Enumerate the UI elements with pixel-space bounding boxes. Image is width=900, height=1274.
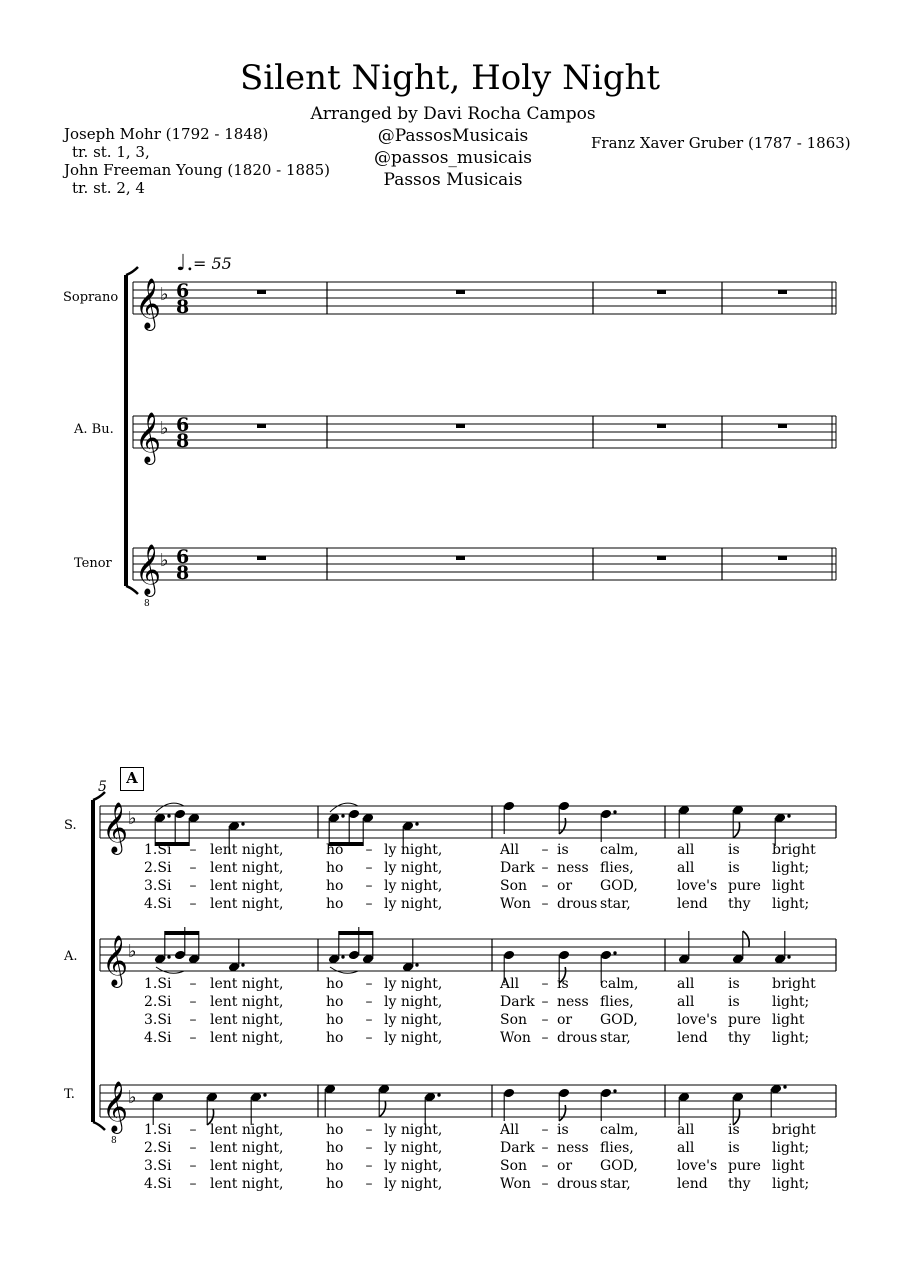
lyric-syllable: lent night, xyxy=(210,878,284,894)
note-flag xyxy=(559,818,565,834)
lyric-syllable: ly night, xyxy=(384,994,443,1010)
lyric-syllable: is xyxy=(557,842,569,858)
lyric-syllable: or xyxy=(557,1158,573,1174)
lyric-syllable: thy xyxy=(728,1030,751,1046)
slur xyxy=(156,967,184,973)
lyric-syllable: 4.Si xyxy=(144,896,172,912)
lyric-syllable: flies, xyxy=(600,994,634,1010)
lyric-syllable: lent night, xyxy=(210,976,284,992)
whole-rest-icon xyxy=(257,556,266,560)
key-signature-flat-icon: ♭ xyxy=(128,1087,137,1108)
lyric-hyphen: – xyxy=(365,1176,373,1192)
lyric-hyphen: – xyxy=(541,878,549,894)
lyric-syllable: 1.Si xyxy=(144,842,172,858)
lyric-syllable: light; xyxy=(772,1030,810,1046)
augmentation-dot xyxy=(167,955,170,958)
lyric-hyphen: – xyxy=(365,976,373,992)
lyric-syllable: 4.Si xyxy=(144,1030,172,1046)
lyric-syllable: GOD, xyxy=(600,1158,638,1174)
lyric-syllable: calm, xyxy=(600,1122,639,1138)
augmentation-dot xyxy=(341,955,344,958)
key-signature-flat-icon: ♭ xyxy=(160,284,169,305)
lyric-hyphen: – xyxy=(189,1030,197,1046)
lyric-syllable: is xyxy=(728,842,740,858)
measure-number: 5 xyxy=(98,779,107,795)
lyric-hyphen: – xyxy=(541,994,549,1010)
lyric-syllable: pure xyxy=(728,878,761,894)
lyric-syllable: 3.Si xyxy=(144,1012,172,1028)
augmentation-dot xyxy=(613,810,616,813)
lyric-hyphen: – xyxy=(541,1122,549,1138)
treble-clef-icon: 𝄞 xyxy=(102,1081,129,1132)
lyric-syllable: light xyxy=(772,1012,805,1028)
whole-rest-icon xyxy=(657,556,666,560)
treble-clef-icon: 𝄞 xyxy=(102,935,129,986)
lyric-syllable: Son xyxy=(500,878,528,894)
tempo-note-icon: ♩. xyxy=(176,251,194,276)
lyric-hyphen: – xyxy=(365,1140,373,1156)
lyric-syllable: all xyxy=(677,994,695,1010)
lyric-syllable: is xyxy=(728,1122,740,1138)
lyric-hyphen: – xyxy=(189,994,197,1010)
lyric-hyphen: – xyxy=(189,878,197,894)
key-signature-flat-icon: ♭ xyxy=(128,808,137,829)
augmentation-dot xyxy=(787,955,790,958)
whole-rest-icon xyxy=(257,290,266,294)
lyric-hyphen: – xyxy=(365,842,373,858)
lyric-syllable: lent night, xyxy=(210,1012,284,1028)
octave-marker: 8 xyxy=(144,599,150,609)
augmentation-dot xyxy=(415,822,418,825)
lyric-syllable: ho xyxy=(326,1176,344,1192)
lyric-hyphen: – xyxy=(189,860,197,876)
lyric-syllable: pure xyxy=(728,1012,761,1028)
lyric-syllable: Dark xyxy=(500,994,535,1010)
lyric-syllable: ho xyxy=(326,896,344,912)
key-signature-flat-icon: ♭ xyxy=(128,941,137,962)
lyric-syllable: is xyxy=(557,976,569,992)
lyricist-line-2: tr. st. 1, 3, xyxy=(72,143,150,161)
lyric-syllable: is xyxy=(728,994,740,1010)
whole-rest-icon xyxy=(778,290,787,294)
lyric-syllable: star, xyxy=(600,896,631,912)
lyric-syllable: star, xyxy=(600,1176,631,1192)
key-signature-flat-icon: ♭ xyxy=(160,418,169,439)
score-title: Silent Night, Holy Night xyxy=(239,58,661,98)
whole-rest-icon xyxy=(657,290,666,294)
lyric-syllable: all xyxy=(677,976,695,992)
lyric-syllable: lent night, xyxy=(210,896,284,912)
lyric-syllable: is xyxy=(728,860,740,876)
lyric-syllable: ly night, xyxy=(384,976,443,992)
lyric-hyphen: – xyxy=(365,896,373,912)
lyric-syllable: ly night, xyxy=(384,842,443,858)
lyric-syllable: ness xyxy=(557,1140,589,1156)
treble-clef-icon: 𝄞 xyxy=(135,544,162,595)
lyricist-line-4: tr. st. 2, 4 xyxy=(72,179,145,197)
publisher-line: Passos Musicais xyxy=(383,170,523,190)
augmentation-dot xyxy=(613,951,616,954)
part-label-a: A. xyxy=(64,949,78,964)
whole-rest-icon xyxy=(456,556,465,560)
lyric-syllable: light; xyxy=(772,1176,810,1192)
lyric-hyphen: – xyxy=(189,976,197,992)
lyric-syllable: ho xyxy=(326,842,344,858)
lyric-hyphen: – xyxy=(541,1140,549,1156)
lyric-syllable: ho xyxy=(326,1012,344,1028)
lyric-syllable: ly night, xyxy=(384,1030,443,1046)
social-handle-2: @passos_musicais xyxy=(374,148,532,168)
part-label-s: S. xyxy=(64,818,77,833)
lyric-syllable: lent night, xyxy=(210,1122,284,1138)
lyric-syllable: ho xyxy=(326,976,344,992)
lyric-syllable: calm, xyxy=(600,842,639,858)
lyric-hyphen: – xyxy=(541,842,549,858)
note-flag xyxy=(559,1105,565,1121)
lyric-syllable: ly night, xyxy=(384,1140,443,1156)
lyric-hyphen: – xyxy=(541,1030,549,1046)
lyric-hyphen: – xyxy=(189,842,197,858)
part-label-soprano: Soprano xyxy=(63,290,119,305)
slur xyxy=(330,967,358,973)
whole-rest-icon xyxy=(456,290,465,294)
whole-rest-icon xyxy=(456,424,465,428)
lyric-syllable: All xyxy=(500,842,520,858)
bracket-hook-top xyxy=(126,267,138,275)
lyric-hyphen: – xyxy=(365,1122,373,1138)
lyric-syllable: calm, xyxy=(600,976,639,992)
time-signature-6: 6 xyxy=(176,546,190,568)
lyric-syllable: ly night, xyxy=(384,878,443,894)
lyric-hyphen: – xyxy=(189,1158,197,1174)
lyric-syllable: lent night, xyxy=(210,842,284,858)
lyric-syllable: GOD, xyxy=(600,1012,638,1028)
treble-clef-icon: 𝄞 xyxy=(102,802,129,853)
lyric-syllable: ly night, xyxy=(384,896,443,912)
octave-marker: 8 xyxy=(111,1136,117,1146)
composer-credit: Franz Xaver Gruber (1787 - 1863) xyxy=(591,134,851,152)
lyric-syllable: love's xyxy=(677,1158,718,1174)
lyric-syllable: or xyxy=(557,1012,573,1028)
whole-rest-icon xyxy=(657,424,666,428)
part-label-alto: A. Bu. xyxy=(74,422,114,437)
lyric-syllable: ho xyxy=(326,1030,344,1046)
lyric-syllable: light; xyxy=(772,860,810,876)
augmentation-dot xyxy=(341,814,344,817)
lyric-syllable: lent night, xyxy=(210,1176,284,1192)
lyric-syllable: bright xyxy=(772,1122,816,1138)
lyric-syllable: 1.Si xyxy=(144,1122,172,1138)
augmentation-dot xyxy=(241,822,244,825)
lyric-hyphen: – xyxy=(365,1030,373,1046)
whole-rest-icon xyxy=(778,556,787,560)
lyric-syllable: love's xyxy=(677,1012,718,1028)
lyric-hyphen: – xyxy=(189,1122,197,1138)
lyric-syllable: ho xyxy=(326,1122,344,1138)
bracket-hook-top xyxy=(93,792,105,800)
lyric-syllable: drous xyxy=(557,1176,598,1192)
lyric-syllable: 2.Si xyxy=(144,860,172,876)
lyric-syllable: flies, xyxy=(600,860,634,876)
lyric-syllable: ness xyxy=(557,860,589,876)
lyricist-line-1: Joseph Mohr (1792 - 1848) xyxy=(64,125,269,143)
lyric-syllable: ness xyxy=(557,994,589,1010)
lyric-hyphen: – xyxy=(365,1012,373,1028)
lyric-syllable: Dark xyxy=(500,1140,535,1156)
lyric-syllable: ho xyxy=(326,1158,344,1174)
lyric-syllable: all xyxy=(677,842,695,858)
lyric-syllable: drous xyxy=(557,896,598,912)
lyric-syllable: star, xyxy=(600,1030,631,1046)
lyric-syllable: bright xyxy=(772,976,816,992)
lyric-hyphen: – xyxy=(541,1176,549,1192)
lyricist-line-3: John Freeman Young (1820 - 1885) xyxy=(64,161,331,179)
lyric-syllable: lent night, xyxy=(210,1158,284,1174)
lyric-syllable: ly night, xyxy=(384,1176,443,1192)
lyric-syllable: pure xyxy=(728,1158,761,1174)
lyric-syllable: lent night, xyxy=(210,1140,284,1156)
lyric-syllable: light xyxy=(772,1158,805,1174)
lyric-syllable: is xyxy=(728,976,740,992)
tempo-marking: = 55 xyxy=(193,254,232,273)
lyric-syllable: ly night, xyxy=(384,860,443,876)
lyric-syllable: Dark xyxy=(500,860,535,876)
lyric-syllable: lend xyxy=(677,1030,708,1046)
arranger-line: Arranged by Davi Rocha Campos xyxy=(310,104,596,124)
augmentation-dot xyxy=(787,814,790,817)
lyric-hyphen: – xyxy=(189,1012,197,1028)
social-handle-1: @PassosMusicais xyxy=(377,126,529,146)
augmentation-dot xyxy=(437,1093,440,1096)
lyric-syllable: 4.Si xyxy=(144,1176,172,1192)
lyric-syllable: light; xyxy=(772,896,810,912)
lyric-syllable: GOD, xyxy=(600,878,638,894)
lyric-syllable: drous xyxy=(557,1030,598,1046)
whole-rest-icon xyxy=(778,424,787,428)
lyric-syllable: 3.Si xyxy=(144,878,172,894)
lyric-hyphen: – xyxy=(189,896,197,912)
lyric-hyphen: – xyxy=(541,976,549,992)
lyric-hyphen: – xyxy=(541,1158,549,1174)
lyric-syllable: all xyxy=(677,1122,695,1138)
time-signature-8: 8 xyxy=(176,296,190,318)
lyric-syllable: 2.Si xyxy=(144,1140,172,1156)
augmentation-dot xyxy=(167,814,170,817)
lyric-hyphen: – xyxy=(365,1158,373,1174)
lyric-syllable: all xyxy=(677,1140,695,1156)
lyric-hyphen: – xyxy=(541,860,549,876)
lyric-syllable: 2.Si xyxy=(144,994,172,1010)
lyric-syllable: is xyxy=(557,1122,569,1138)
lyric-hyphen: – xyxy=(541,1012,549,1028)
time-signature-8: 8 xyxy=(176,430,190,452)
lyric-syllable: Son xyxy=(500,1012,528,1028)
lyric-syllable: lent night, xyxy=(210,994,284,1010)
lyric-hyphen: – xyxy=(541,896,549,912)
augmentation-dot xyxy=(241,963,244,966)
lyric-syllable: light; xyxy=(772,1140,810,1156)
lyric-hyphen: – xyxy=(189,1176,197,1192)
lyric-hyphen: – xyxy=(365,860,373,876)
lyric-syllable: ho xyxy=(326,994,344,1010)
lyric-syllable: lent night, xyxy=(210,860,284,876)
lyric-syllable: lend xyxy=(677,896,708,912)
lyric-syllable: all xyxy=(677,860,695,876)
lyric-hyphen: – xyxy=(365,994,373,1010)
part-label-t: T. xyxy=(64,1087,75,1102)
lyric-syllable: All xyxy=(500,1122,520,1138)
lyric-syllable: Won xyxy=(500,1030,531,1046)
lyric-syllable: or xyxy=(557,878,573,894)
time-signature-6: 6 xyxy=(176,280,190,302)
lyric-syllable: love's xyxy=(677,878,718,894)
lyric-syllable: ly night, xyxy=(384,1158,443,1174)
lyric-syllable: ho xyxy=(326,1140,344,1156)
lyric-syllable: ly night, xyxy=(384,1012,443,1028)
lyric-syllable: Won xyxy=(500,1176,531,1192)
lyric-syllable: light xyxy=(772,878,805,894)
lyric-syllable: 1.Si xyxy=(144,976,172,992)
augmentation-dot xyxy=(263,1093,266,1096)
lyric-syllable: All xyxy=(500,976,520,992)
lyric-syllable: thy xyxy=(728,1176,751,1192)
treble-clef-icon: 𝄞 xyxy=(135,278,162,329)
lyric-syllable: bright xyxy=(772,842,816,858)
lyric-syllable: Son xyxy=(500,1158,528,1174)
lyric-hyphen: – xyxy=(365,878,373,894)
lyric-syllable: ho xyxy=(326,860,344,876)
time-signature-8: 8 xyxy=(176,562,190,584)
treble-clef-icon: 𝄞 xyxy=(135,412,162,463)
lyric-syllable: is xyxy=(728,1140,740,1156)
lyric-hyphen: – xyxy=(189,1140,197,1156)
augmentation-dot xyxy=(415,963,418,966)
lyric-syllable: ho xyxy=(326,878,344,894)
lyric-syllable: 3.Si xyxy=(144,1158,172,1174)
augmentation-dot xyxy=(783,1085,786,1088)
lyric-syllable: lend xyxy=(677,1176,708,1192)
whole-rest-icon xyxy=(257,424,266,428)
lyric-syllable: flies, xyxy=(600,1140,634,1156)
lyric-syllable: light; xyxy=(772,994,810,1010)
key-signature-flat-icon: ♭ xyxy=(160,550,169,571)
rehearsal-mark: A xyxy=(120,767,144,791)
time-signature-6: 6 xyxy=(176,414,190,436)
lyric-syllable: ly night, xyxy=(384,1122,443,1138)
lyric-syllable: thy xyxy=(728,896,751,912)
augmentation-dot xyxy=(613,1089,616,1092)
lyric-syllable: lent night, xyxy=(210,1030,284,1046)
part-label-tenor: Tenor xyxy=(74,556,112,571)
lyric-syllable: Won xyxy=(500,896,531,912)
